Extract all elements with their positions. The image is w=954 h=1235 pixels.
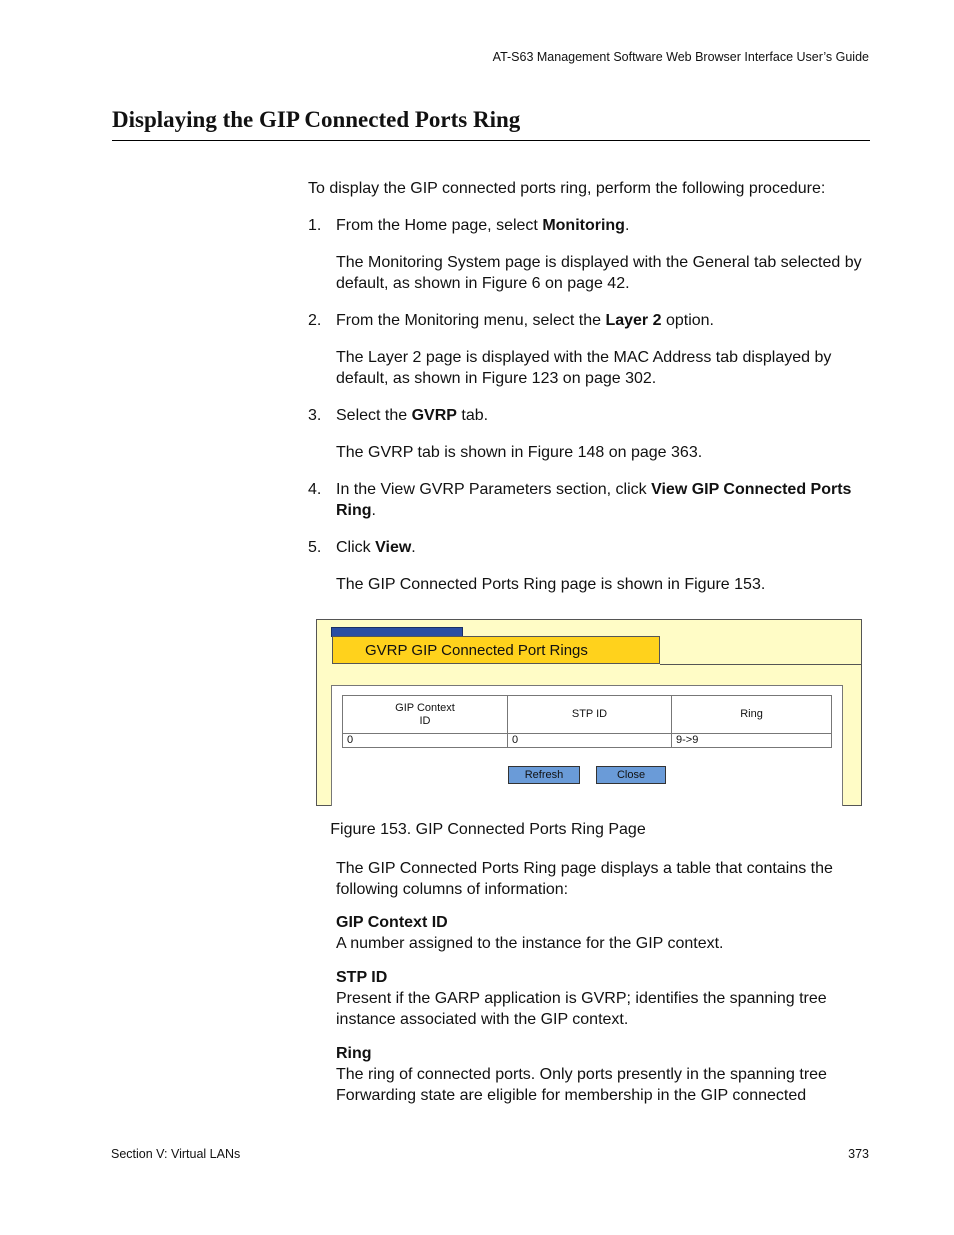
step-text: Click View. xyxy=(336,539,416,556)
gip-ring-table xyxy=(342,695,832,748)
intro-text: To display the GIP connected ports ring, perform the following procedure: xyxy=(308,180,826,197)
step-4 xyxy=(308,479,873,521)
column-header-stp-id: STP ID xyxy=(508,696,672,734)
term-stp-id: STP ID xyxy=(336,969,388,986)
step-number: 1. xyxy=(308,217,322,234)
step-note: The Monitoring System page is displayed with the General tab selected by default, as shown in Figure 6 on page 42. xyxy=(336,254,862,292)
step-note: The Layer 2 page is displayed with the MAC Address tab displayed by default, as shown in Figure 123 on page 302. xyxy=(336,349,832,387)
step-3 xyxy=(308,405,873,426)
step-text: In the View GVRP Parameters section, click View GIP Connected Ports Ring. xyxy=(336,481,852,519)
tab-gvrp-gip-connected-port-rings[interactable]: GVRP GIP Connected Port Rings xyxy=(332,636,660,664)
definition-gip-context-id: A number assigned to the instance for the GIP context. xyxy=(336,935,724,952)
table-header-row xyxy=(343,696,832,734)
cell-ring: 9->9 xyxy=(672,734,832,748)
figure-caption: Figure 153. GIP Connected Ports Ring Page xyxy=(330,821,646,838)
cell-gip-context-id: 0 xyxy=(343,734,508,748)
step-number: 4. xyxy=(308,481,322,498)
step-2 xyxy=(308,310,873,331)
step-note: The GIP Connected Ports Ring page is shown in Figure 153. xyxy=(336,576,766,593)
step-number: 2. xyxy=(308,312,322,329)
step-number: 3. xyxy=(308,407,322,424)
column-header-ring: Ring xyxy=(672,696,832,734)
step-text: Select the GVRP tab. xyxy=(336,407,489,424)
column-header-gip-context-id: GIP Context ID xyxy=(343,696,508,734)
description-lead: The GIP Connected Ports Ring page displays a table that contains the following columns of information: xyxy=(336,860,833,898)
tab-rule xyxy=(660,664,861,665)
gip-ring-screenshot xyxy=(316,619,862,806)
step-1 xyxy=(308,215,873,236)
content-panel xyxy=(331,685,843,806)
procedure-body xyxy=(308,178,873,611)
refresh-button[interactable]: Refresh xyxy=(508,766,580,784)
cell-stp-id: 0 xyxy=(508,734,672,748)
description xyxy=(336,858,876,1119)
step-number: 5. xyxy=(308,539,322,556)
page-number: 373 xyxy=(848,1147,869,1161)
section-title: Displaying the GIP Connected Ports Ring xyxy=(112,107,521,132)
table-row xyxy=(343,734,832,748)
step-text: From the Home page, select Monitoring. xyxy=(336,217,630,234)
footer-section: Section V: Virtual LANs xyxy=(111,1147,241,1161)
step-5 xyxy=(308,537,873,558)
term-ring: Ring xyxy=(336,1045,372,1062)
close-button[interactable]: Close xyxy=(596,766,666,784)
term-gip-context-id: GIP Context ID xyxy=(336,914,448,931)
definition-ring: The ring of connected ports. Only ports presently in the spanning tree Forwarding state are eligible for membership in the GIP connected xyxy=(336,1066,827,1104)
running-header: AT-S63 Management Software Web Browser Interface User’s Guide xyxy=(492,50,869,64)
step-note: The GVRP tab is shown in Figure 148 on page 363. xyxy=(336,444,703,461)
definition-stp-id: Present if the GARP application is GVRP; identifies the spanning tree instance associated with the GIP context. xyxy=(336,990,827,1028)
title-rule xyxy=(112,140,870,141)
step-text: From the Monitoring menu, select the Layer 2 option. xyxy=(336,312,714,329)
